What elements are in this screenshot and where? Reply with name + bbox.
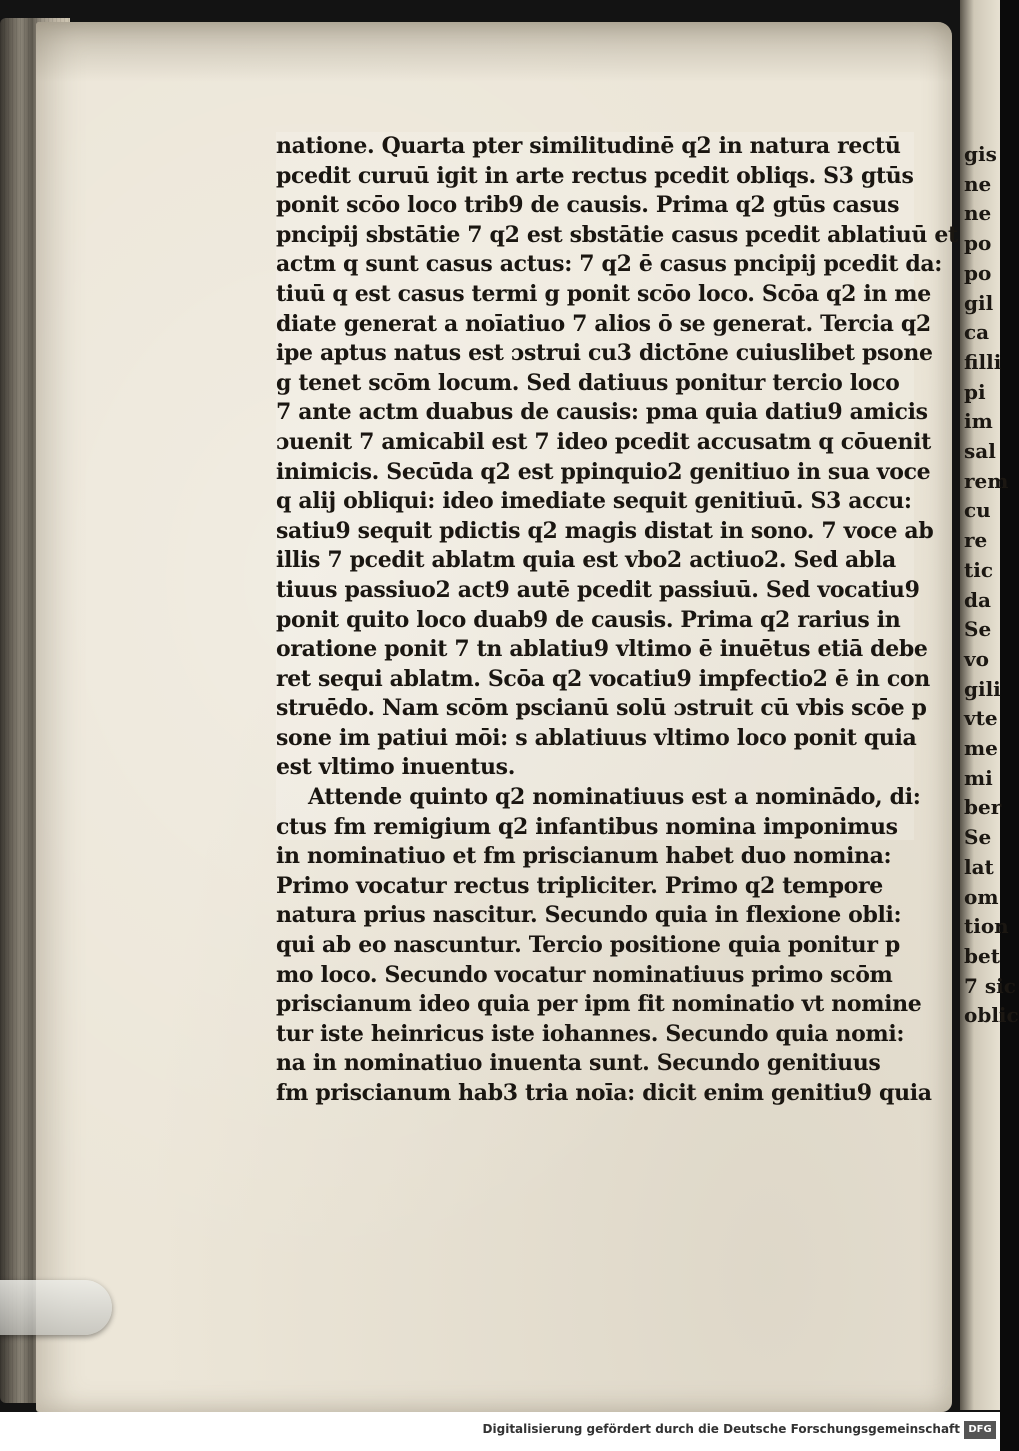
text-line: qui ab eo nascuntur. Tercio positione quia ponitur p bbox=[276, 932, 900, 959]
text-line: diate generat a noīatiuo 7 alios ō se generat. Tercia q2 bbox=[276, 310, 931, 337]
page-shadow bbox=[36, 22, 952, 82]
facing-page-fragment: cu bbox=[964, 498, 991, 523]
facing-page-fragment: Se bbox=[964, 825, 992, 850]
dfg-logo: DFG bbox=[964, 1421, 996, 1439]
text-line: oratione ponit 7 tn ablatiu9 vltimo ē inuētus etiā debe bbox=[276, 636, 928, 663]
facing-page-fragment: po bbox=[964, 260, 992, 285]
facing-page-fragment: Se bbox=[964, 617, 992, 642]
text-line: mo loco. Secundo vocatur nominatiuus primo scōm bbox=[276, 961, 893, 988]
facing-page-fragment: gil bbox=[964, 290, 994, 315]
text-line: g tenet scōm locum. Sed datiuus ponitur tercio loco bbox=[276, 369, 900, 396]
text-line: priscianum ideo quia per ipm fit nominatio vt nomine bbox=[276, 991, 922, 1018]
text-line: ret sequi ablatm. Scōa q2 vocatiu9 impfectio2 ē in con bbox=[276, 665, 930, 692]
facing-page-fragment: po bbox=[964, 231, 992, 256]
text-line: natura prius nascitur. Secundo quia in flexione obli: bbox=[276, 902, 902, 929]
facing-page-fragment: re bbox=[964, 528, 988, 553]
text-block bbox=[276, 132, 958, 1106]
text-line: ponit scōo loco trib9 de causis. Prima q2 gtūs casus bbox=[276, 192, 900, 219]
facing-page-fragment: ne bbox=[964, 171, 992, 196]
text-line: illis 7 pcedit ablatm quia est vbo2 actiuo2. Sed abla bbox=[276, 547, 896, 574]
text-line: est vltimo inuentus. bbox=[276, 754, 516, 781]
facing-page-fragment: mi bbox=[964, 765, 993, 790]
facing-page-fragment: tion bbox=[964, 914, 1009, 939]
facing-page-fragment: vo bbox=[964, 646, 989, 671]
facing-page-fragment: ne bbox=[964, 201, 992, 226]
facing-page-fragment: lat bbox=[964, 854, 994, 879]
facing-page-fragment: tic bbox=[964, 557, 994, 582]
facing-page-fragment: me bbox=[964, 736, 998, 761]
text-line: pcedit curuū igit in arte rectus pcedit obliqs. S3 gtūs bbox=[276, 162, 914, 189]
text-line: fm priscianum hab3 tria noīa: dicit enim genitiu9 quia bbox=[276, 1080, 932, 1106]
facing-page-fragment: sal bbox=[964, 439, 996, 464]
facing-page-fragment: 7 sic bbox=[964, 973, 1016, 998]
text-line: ɔuenit 7 amicabil est 7 ideo pcedit accusatm q cōuenit bbox=[276, 428, 931, 455]
facing-page-fragment: ca bbox=[964, 320, 990, 345]
facing-page-fragment: bet bbox=[964, 943, 1000, 968]
facing-page-fragment: im bbox=[964, 409, 993, 434]
text-line: ponit quito loco duab9 de causis. Prima q2 rarius in bbox=[276, 606, 901, 633]
facing-page-fragment: ber bbox=[964, 795, 1002, 820]
text-line: q alij obliqui: ideo imediate sequit genitiuū. S3 accu: bbox=[276, 488, 912, 515]
facing-page-fragment: vte bbox=[964, 706, 998, 731]
facing-page-fragment: oblic bbox=[964, 1003, 1019, 1028]
footer-bar bbox=[0, 1412, 1000, 1451]
text-line: Primo vocatur rectus tripliciter. Primo q2 tempore bbox=[276, 872, 883, 899]
text-line: pncipij sbstātie 7 q2 est sbstātie casus pcedit ablatiuū et bbox=[276, 221, 958, 248]
text-line: ctus fm remigium q2 infantibus nomina imponimus bbox=[276, 813, 898, 840]
text-line: in nominatiuo et fm priscianum habet duo nomina: bbox=[276, 843, 892, 870]
footer-credit: Digitalisierung gefördert durch die Deutsche Forschungsgemeinschaft bbox=[482, 1422, 960, 1436]
text-line: actm q sunt casus actus: 7 q2 ē casus pncipij pcedit da: bbox=[276, 251, 943, 278]
facing-page-fragment: da bbox=[964, 587, 991, 612]
text-line: 7 ante actm duabus de causis: pma quia datiu9 amicis bbox=[276, 399, 928, 426]
text-line: Attende quinto q2 nominatiuus est a nominādo, di: bbox=[308, 784, 921, 811]
facing-page-text bbox=[964, 140, 1019, 1028]
facing-page-fragment: filli bbox=[964, 349, 1002, 374]
page-clip bbox=[0, 1280, 112, 1335]
text-line: natione. Quarta pter similitudinē q2 in natura rectū bbox=[276, 133, 901, 159]
text-line: tiuus passiuo2 act9 autē pcedit passiuū. Sed vocatiu9 bbox=[276, 576, 920, 603]
text-line: satiu9 sequit pdictis q2 magis distat in sono. 7 voce ab bbox=[276, 517, 934, 544]
text-line: inimicis. Secūda q2 est ppinquio2 genitiuo in sua voce bbox=[276, 458, 931, 485]
text-line: tiuū q est casus termi g ponit scōo loco. Scōa q2 in me bbox=[276, 280, 931, 307]
facing-page-fragment: rem bbox=[964, 468, 1009, 493]
text-line: tur iste heinricus iste iohannes. Secundo quia nomi: bbox=[276, 1020, 905, 1047]
text-line: struēdo. Nam scōm pscianū solū ɔstruit cū vbis scōe p bbox=[276, 695, 927, 722]
facing-page-fragment: gis bbox=[964, 142, 997, 166]
text-line: ipe aptus natus est ɔstrui cu3 dictōne cuiuslibet psone bbox=[276, 340, 933, 367]
facing-page-fragment: om bbox=[964, 884, 999, 909]
facing-page-fragment: gili bbox=[964, 676, 1001, 701]
text-line: sone im patiui mōi: s ablatiuus vltimo loco ponit quia bbox=[276, 724, 917, 751]
text-line: na in nominatiuo inuenta sunt. Secundo genitiuus bbox=[276, 1050, 881, 1077]
facing-page-fragment: pi bbox=[964, 379, 986, 404]
